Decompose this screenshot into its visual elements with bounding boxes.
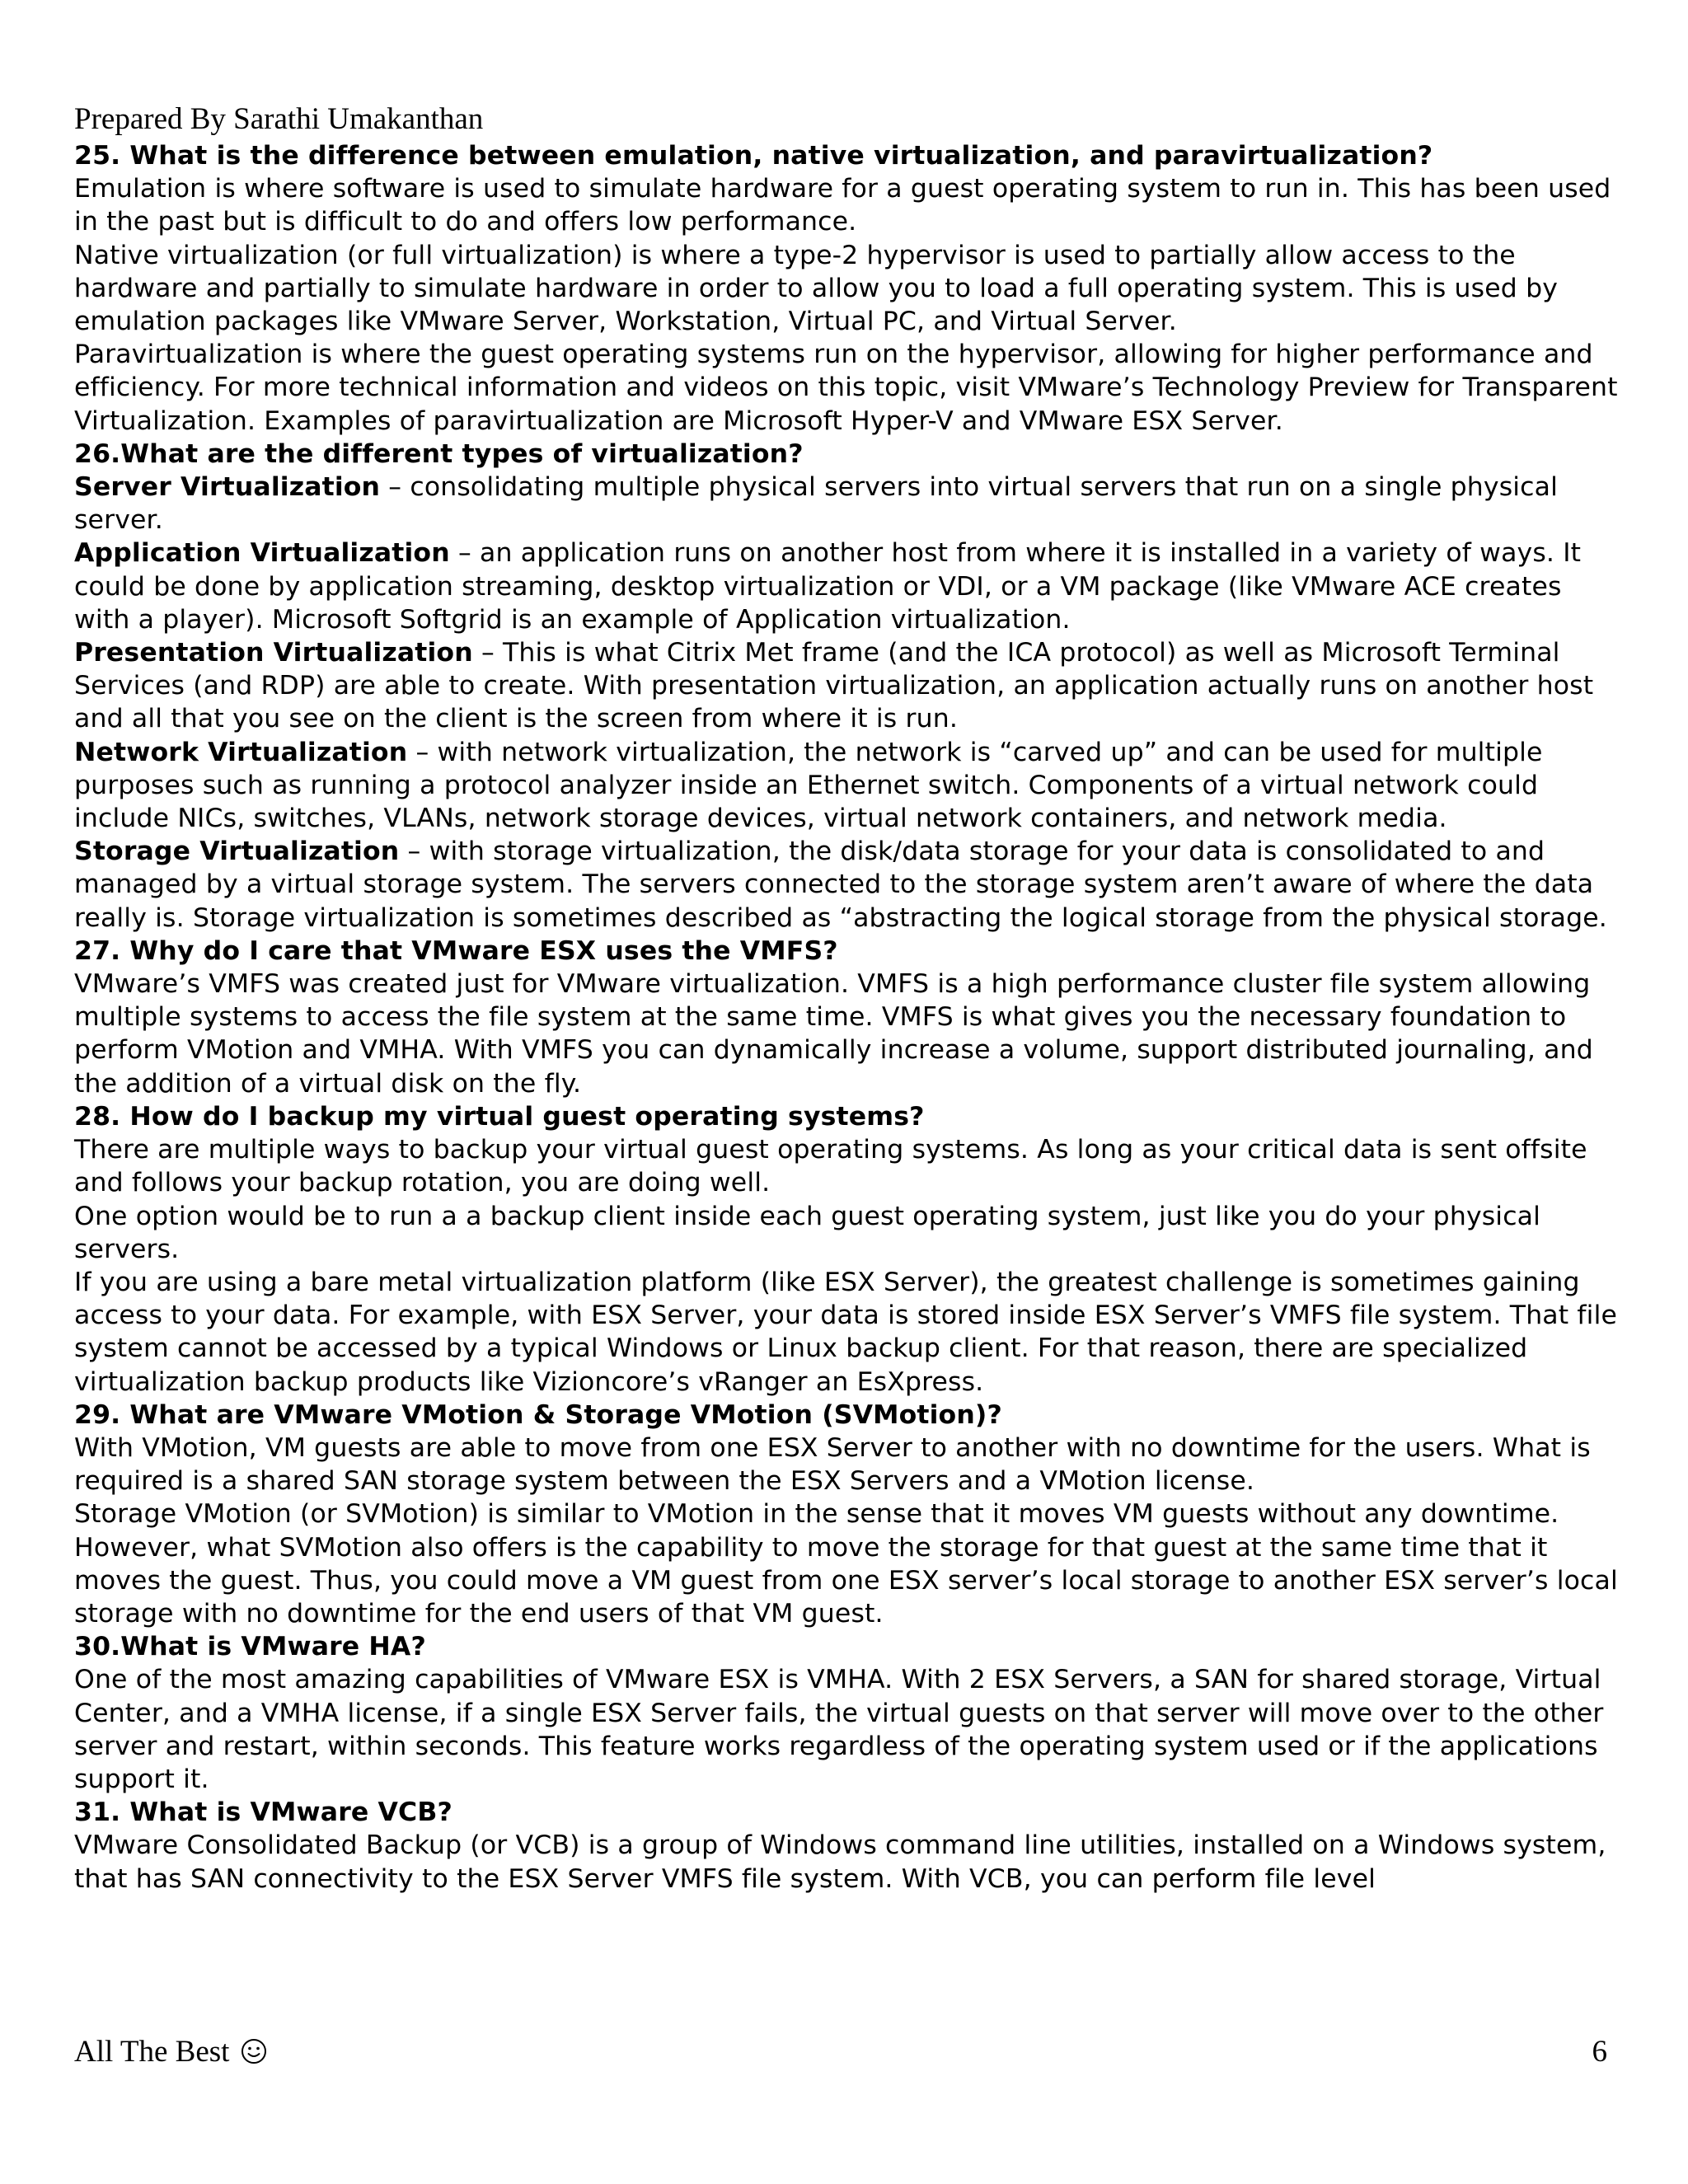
virtualization-type-application <box>74 537 1624 636</box>
question-27-number: 27 <box>74 935 111 966</box>
definition-server-virtualization: – consolidating multiple physical servers into virtual servers that run on a single physical server. <box>74 472 1558 536</box>
term-network-virtualization: Network Virtualization <box>74 737 408 767</box>
question-26-heading: 26.What are the different types of virtualization? <box>74 438 804 469</box>
footer-text: All The Best <box>74 2035 230 2069</box>
document-body <box>74 139 1624 1896</box>
answer-25-paragraph-3: Paravirtualization is where the guest operating systems run on the hypervisor, allowing for higher performance and efficiency. For more technical information and videos on this topic, visit VMware’s Technology Preview for Transparent Virtualization. Examples of paravirtualization are Microsoft Hyper-V and VMware ESX Server. <box>74 340 1618 436</box>
virtualization-type-presentation <box>74 636 1624 736</box>
term-storage-virtualization: Storage Virtualization <box>74 837 400 867</box>
term-server-virtualization: Server Virtualization <box>74 472 381 503</box>
question-28-heading: 28. How do I backup my virtual guest operating systems? <box>74 1101 925 1132</box>
answer-25-paragraph-2: Native virtualization (or full virtualization) is where a type-2 hypervisor is used to partially allow access to the hardware and partially to simulate hardware in order to allow you to load a full operating system. This is used by emulation packages like VMware Server, Workstation, Virtual PC, and Virtual Server. <box>74 240 1559 337</box>
virtualization-type-network <box>74 736 1624 836</box>
definition-storage-virtualization: – with storage virtualization, the disk/data storage for your data is consolidated to and managed by a virtual storage system. The servers connected to the storage system aren’t aware of where the data really is. Storage virtualization is sometimes described as “abstracting the logical storage from the physical storage. <box>74 837 1607 933</box>
question-31-heading: 31. What is VMware VCB? <box>74 1797 452 1828</box>
answer-29-paragraph-1: With VMotion, VM guests are able to move from one ESX Server to another with no downtime for the users. What is required is a shared SAN storage system between the ESX Servers and a VMotion license. <box>74 1432 1591 1497</box>
answer-28-paragraph-3: If you are using a bare metal virtualization platform (like ESX Server), the greatest challenge is sometimes gaining access to your data. For example, with ESX Server, your data is stored inside ESX Server’s VMFS file system. That file system cannot be accessed by a typical Windows or Linux backup client. For that reason, there are specialized virtualization backup products like Vizioncore’s vRanger an EsXpress. <box>74 1267 1618 1397</box>
question-30-heading: 30.What is VMware HA? <box>74 1632 426 1662</box>
footer-greeting <box>74 2036 267 2072</box>
term-presentation-virtualization: Presentation Virtualization <box>74 638 473 668</box>
question-25-heading: 25. What is the difference between emulation, native virtualization, and paravirtualization? <box>74 141 1433 171</box>
answer-31-paragraph-1: VMware Consolidated Backup (or VCB) is a group of Windows command line utilities, installed on a Windows system, that has SAN connectivity to the ESX Server VMFS file system. With VCB, you can perform file level <box>74 1830 1606 1894</box>
question-27-text: . Why do I care that VMware ESX uses the VMFS? <box>110 935 838 966</box>
smiley-face-icon <box>241 2038 267 2072</box>
answer-28-paragraph-1: There are multiple ways to backup your virtual guest operating systems. As long as your critical data is sent offsite and follows your backup rotation, you are doing well. <box>74 1135 1587 1198</box>
definition-application-virtualization: – an application runs on another host from where it is installed in a variety of ways. It could be done by application streaming, desktop virtualization or VDI, or a VM package (like VMware ACE creates with a player). Microsoft Softgrid is an example of Application virtualization. <box>74 538 1582 635</box>
answer-29-paragraph-2: Storage VMotion (or SVMotion) is similar to VMotion in the sense that it moves VM guests without any downtime. However, what SVMotion also offers is the capability to move the storage for that guest at the same time that it moves the guest. Thus, you could move a VM guest from one ESX server’s local storage to another ESX server’s local storage with no downtime for the end users of that VM guest. <box>74 1499 1618 1629</box>
answer-27-paragraph-1: VMware’s VMFS was created just for VMware virtualization. VMFS is a high performance cluster file system allowing multiple systems to access the file system at the same time. VMFS is what gives you the necessary foundation to perform VMotion and VMHA. With VMFS you can dynamically increase a volume, support distributed journaling, and the addition of a virtual disk on the fly. <box>74 969 1593 1099</box>
answer-25-paragraph-1: Emulation is where software is used to simulate hardware for a guest operating system to run in. This has been used in the past but is difficult to do and offers low performance. <box>74 174 1611 237</box>
answer-28-paragraph-2: One option would be to run a a backup client inside each guest operating system, just like you do your physical servers. <box>74 1201 1541 1264</box>
page-number: 6 <box>1592 2035 1607 2069</box>
virtualization-type-server <box>74 471 1624 537</box>
term-application-virtualization: Application Virtualization <box>74 538 450 569</box>
author-header: Prepared By Sarathi Umakanthan <box>74 102 484 136</box>
question-29-heading: 29. What are VMware VMotion & Storage VMotion (SVMotion)? <box>74 1399 1002 1430</box>
question-27-heading <box>74 935 1624 968</box>
virtualization-type-storage <box>74 835 1624 935</box>
answer-30-paragraph-1: One of the most amazing capabilities of VMware ESX is VMHA. With 2 ESX Servers, a SAN for shared storage, Virtual Center, and a VMHA license, if a single ESX Server fails, the virtual guests on that server will move over to the other server and restart, within seconds. This feature works regardless of the operating system used or if the applications support it. <box>74 1665 1604 1794</box>
definition-presentation-virtualization: – This is what Citrix Met frame (and the ICA protocol) as well as Microsoft Terminal Services (and RDP) are able to create. With presentation virtualization, an application actually runs on another host and all that you see on the client is the screen from where it is run. <box>74 638 1594 734</box>
definition-network-virtualization: – with network virtualization, the network is “carved up” and can be used for multiple purposes such as running a protocol analyzer inside an Ethernet switch. Components of a virtual network could include NICs, switches, VLANs, network storage devices, virtual network containers, and network media. <box>74 737 1543 834</box>
